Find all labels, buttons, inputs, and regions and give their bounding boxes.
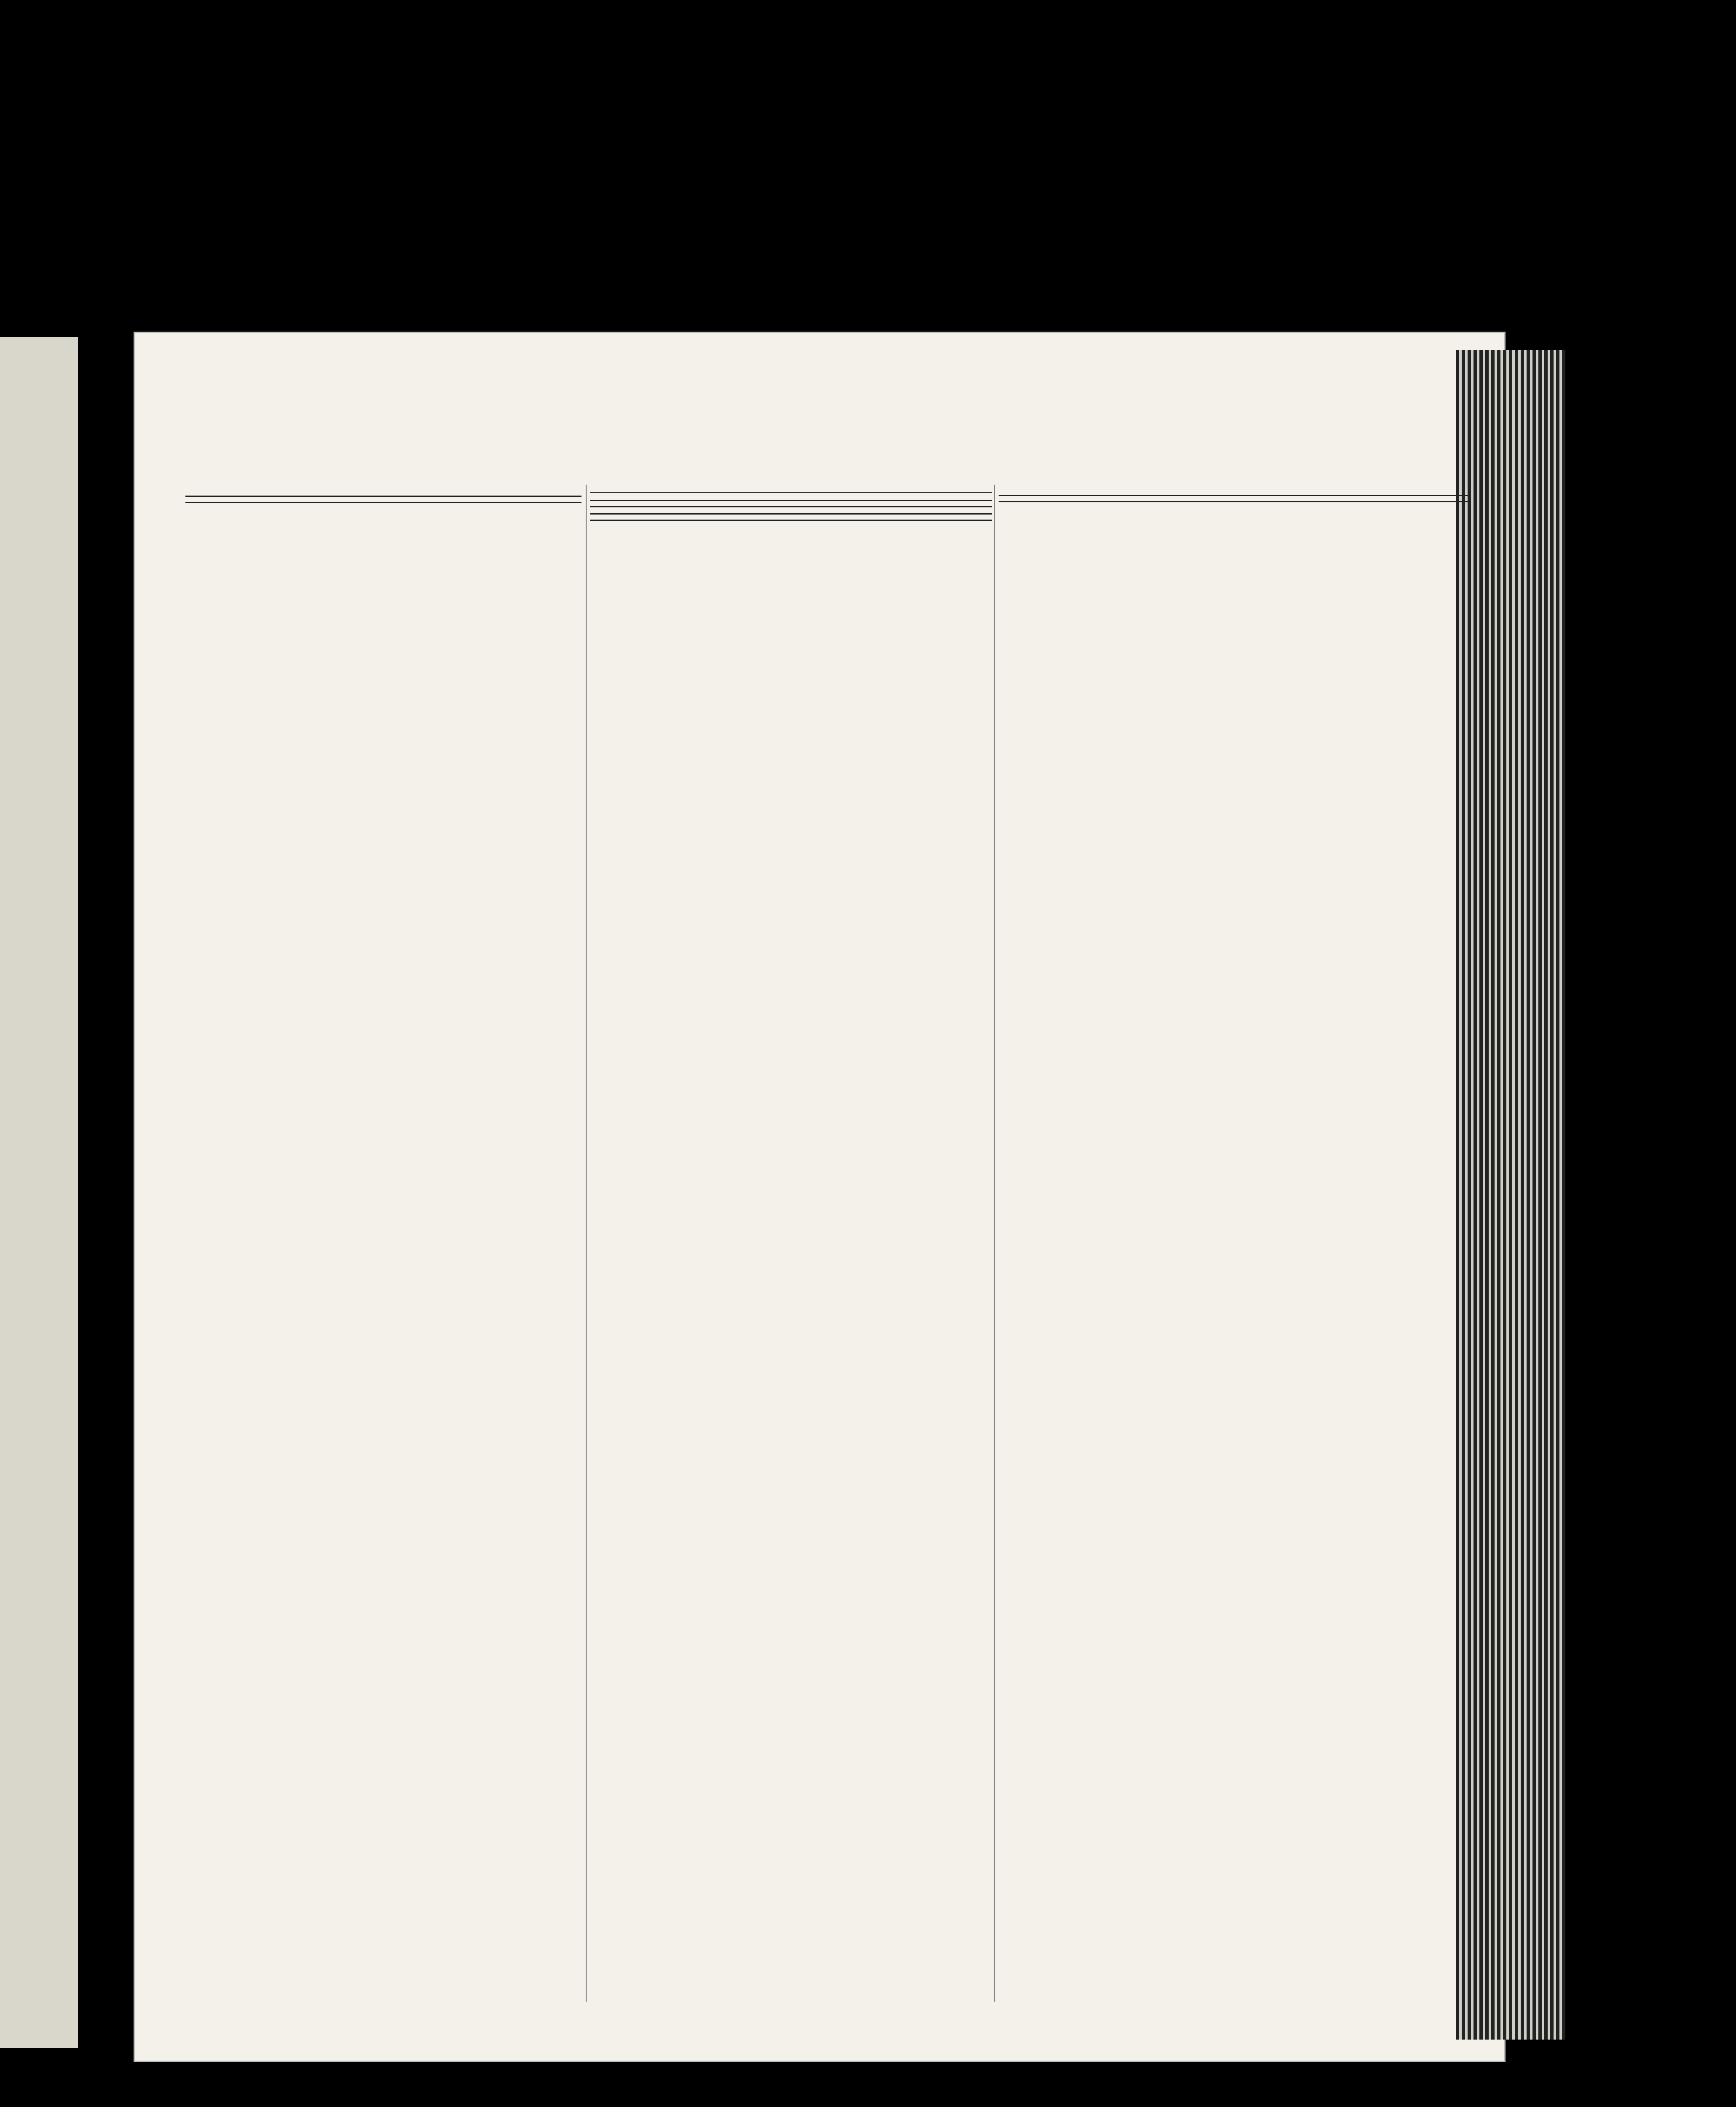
minnie-may-heading [185,496,581,503]
column-3 [999,489,1471,2056]
column-rule [586,485,587,2002]
left-page-edge [0,337,78,2048]
column-rule [994,485,995,2002]
column-2 [590,489,992,2056]
page-header [185,442,1416,476]
column-1 [185,489,581,2056]
binding-spine [1456,350,1565,2040]
social-corner-heading [590,500,992,507]
uncle-tom-heading [590,513,992,521]
divider [590,492,992,493]
quiet-hour-heading [999,495,1471,502]
